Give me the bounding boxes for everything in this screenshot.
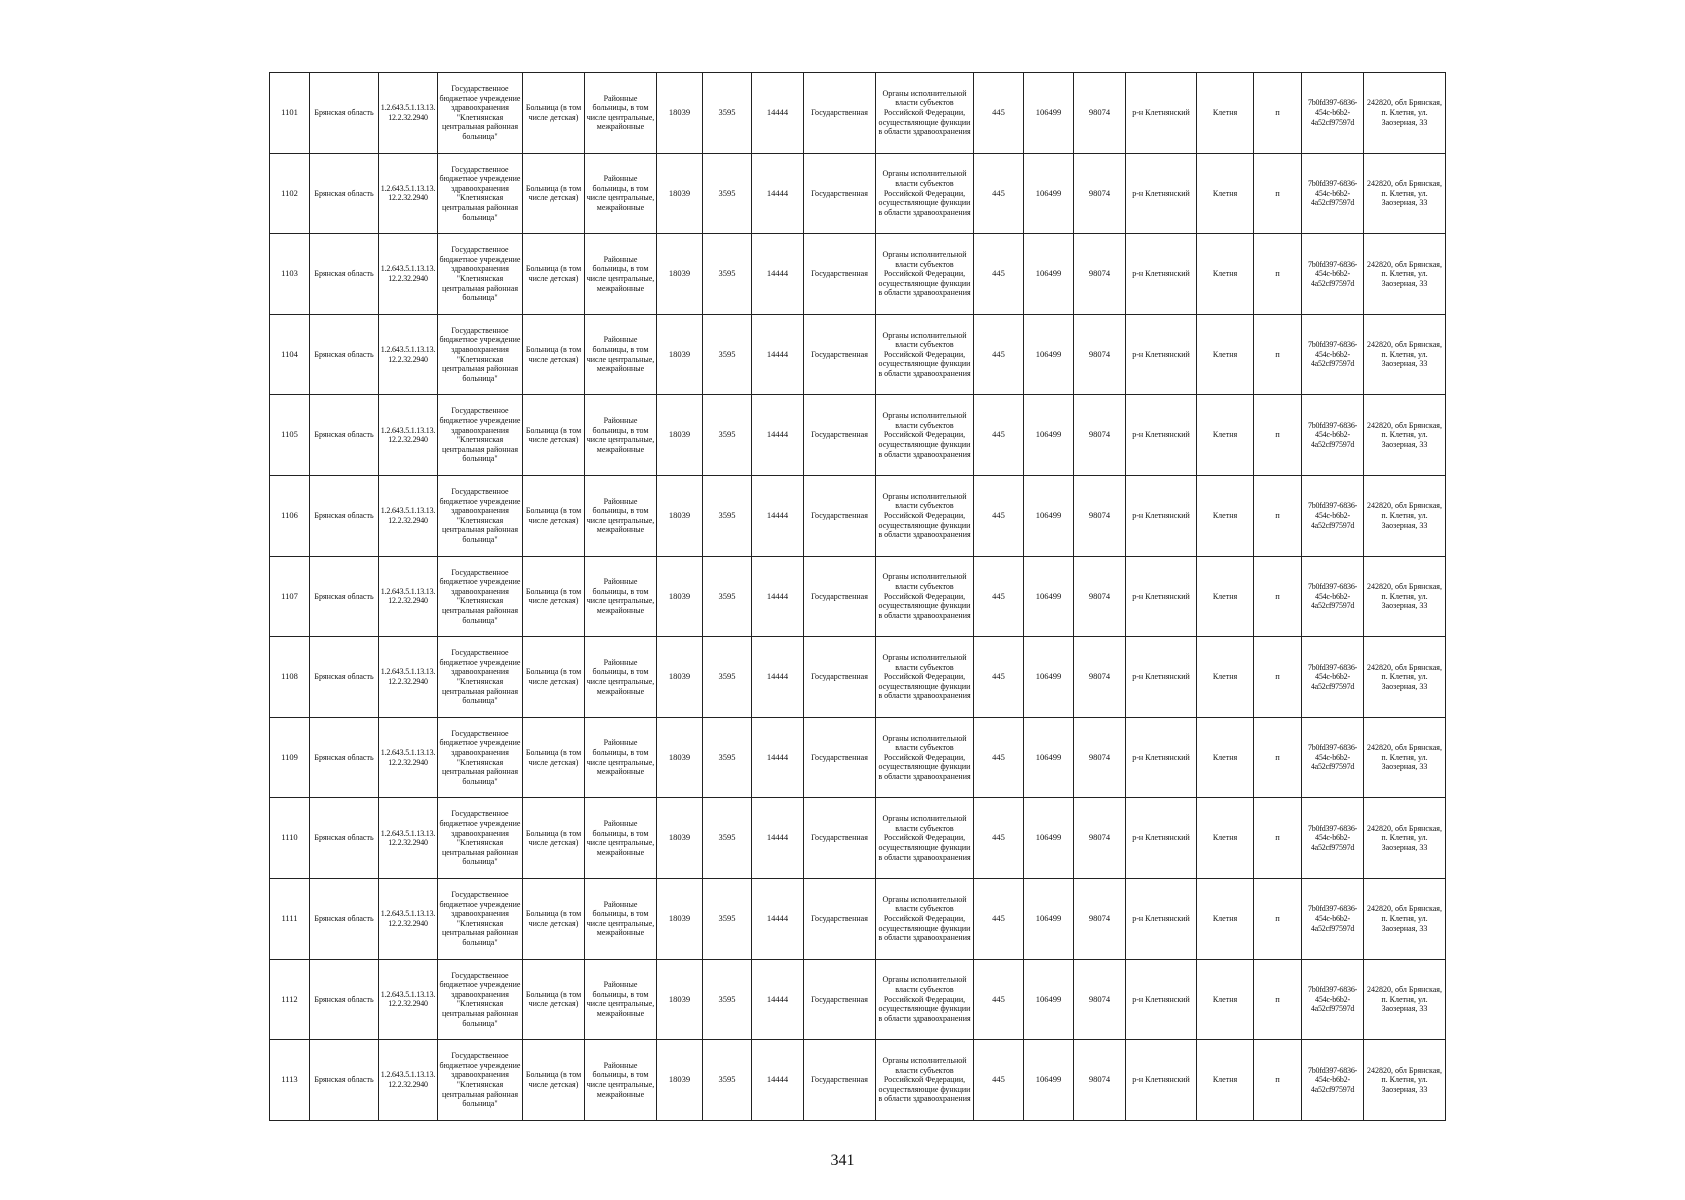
cell-full-name: Государственное бюджетное учреждение здравоохранения "Клетнянская центральная районная больница" [438,395,523,476]
cell-c6: 98074 [1074,153,1126,234]
cell-ownership: Государственная [804,73,876,154]
cell-region: Брянская область [310,717,379,798]
cell-address: 242820, обл Брянская, п. Клетня, ул. Заозерная, 33 [1364,395,1446,476]
cell-c1: 18039 [657,959,703,1040]
cell-authority: Органы исполнительной власти субъектов Российской Федерации, осуществляющие функции в области здравоохранения [876,234,974,315]
cell-district: р-н Клетнянский [1126,878,1197,959]
cell-c3: 14444 [752,959,804,1040]
cell-id: 1112 [270,959,310,1040]
cell-org-type: Больница (в том числе детская) [523,234,585,315]
cell-guid: 7b0fd397-6836-454c-b6b2-4a52cf97597d [1302,475,1364,556]
cell-settlement-type: п [1254,314,1302,395]
cell-full-name: Государственное бюджетное учреждение здравоохранения "Клетнянская центральная районная больница" [438,798,523,879]
cell-ownership: Государственная [804,959,876,1040]
cell-region: Брянская область [310,1040,379,1121]
cell-c5: 106499 [1024,73,1074,154]
cell-c2: 3595 [703,637,752,718]
cell-c3: 14444 [752,878,804,959]
cell-region: Брянская область [310,878,379,959]
cell-c6: 98074 [1074,475,1126,556]
cell-guid: 7b0fd397-6836-454c-b6b2-4a52cf97597d [1302,637,1364,718]
cell-c4: 445 [974,153,1024,234]
cell-id: 1109 [270,717,310,798]
cell-full-name: Государственное бюджетное учреждение здравоохранения "Клетнянская центральная районная больница" [438,959,523,1040]
page-number: 341 [830,1152,855,1169]
cell-settlement: Клетня [1197,314,1254,395]
table-row [270,717,1446,798]
cell-category: Районные больницы, в том числе центральные, межрайонные [585,475,657,556]
cell-c2: 3595 [703,1040,752,1121]
cell-c6: 98074 [1074,314,1126,395]
cell-c3: 14444 [752,153,804,234]
cell-c4: 445 [974,556,1024,637]
cell-org-type: Больница (в том числе детская) [523,73,585,154]
cell-district: р-н Клетнянский [1126,798,1197,879]
cell-category: Районные больницы, в том числе центральные, межрайонные [585,234,657,315]
cell-org-type: Больница (в том числе детская) [523,153,585,234]
cell-address: 242820, обл Брянская, п. Клетня, ул. Заозерная, 33 [1364,556,1446,637]
cell-address: 242820, обл Брянская, п. Клетня, ул. Заозерная, 33 [1364,314,1446,395]
cell-guid: 7b0fd397-6836-454c-b6b2-4a52cf97597d [1302,73,1364,154]
cell-c4: 445 [974,717,1024,798]
cell-ownership: Государственная [804,1040,876,1121]
cell-address: 242820, обл Брянская, п. Клетня, ул. Заозерная, 33 [1364,475,1446,556]
cell-c6: 98074 [1074,234,1126,315]
cell-district: р-н Клетнянский [1126,1040,1197,1121]
cell-ownership: Государственная [804,878,876,959]
cell-authority: Органы исполнительной власти субъектов Российской Федерации, осуществляющие функции в области здравоохранения [876,959,974,1040]
cell-authority: Органы исполнительной власти субъектов Российской Федерации, осуществляющие функции в области здравоохранения [876,878,974,959]
cell-org-type: Больница (в том числе детская) [523,395,585,476]
cell-full-name: Государственное бюджетное учреждение здравоохранения "Клетнянская центральная районная больница" [438,637,523,718]
cell-authority: Органы исполнительной власти субъектов Российской Федерации, осуществляющие функции в области здравоохранения [876,637,974,718]
cell-c3: 14444 [752,395,804,476]
cell-district: р-н Клетнянский [1126,153,1197,234]
cell-c1: 18039 [657,314,703,395]
cell-address: 242820, обл Брянская, п. Клетня, ул. Заозерная, 33 [1364,1040,1446,1121]
cell-guid: 7b0fd397-6836-454c-b6b2-4a52cf97597d [1302,878,1364,959]
cell-settlement: Клетня [1197,556,1254,637]
cell-oid: 1.2.643.5.1.13.13.12.2.32.2940 [379,637,438,718]
cell-c2: 3595 [703,717,752,798]
cell-c1: 18039 [657,73,703,154]
cell-id: 1113 [270,1040,310,1121]
cell-c5: 106499 [1024,475,1074,556]
cell-full-name: Государственное бюджетное учреждение здравоохранения "Клетнянская центральная районная больница" [438,556,523,637]
cell-settlement: Клетня [1197,878,1254,959]
cell-c3: 14444 [752,1040,804,1121]
cell-settlement: Клетня [1197,637,1254,718]
cell-ownership: Государственная [804,556,876,637]
cell-c6: 98074 [1074,878,1126,959]
cell-c1: 18039 [657,798,703,879]
cell-id: 1103 [270,234,310,315]
cell-c1: 18039 [657,717,703,798]
cell-c5: 106499 [1024,556,1074,637]
table-row [270,314,1446,395]
cell-c4: 445 [974,878,1024,959]
cell-full-name: Государственное бюджетное учреждение здравоохранения "Клетнянская центральная районная больница" [438,717,523,798]
cell-c1: 18039 [657,153,703,234]
cell-authority: Органы исполнительной власти субъектов Российской Федерации, осуществляющие функции в области здравоохранения [876,556,974,637]
cell-oid: 1.2.643.5.1.13.13.12.2.32.2940 [379,1040,438,1121]
cell-id: 1101 [270,73,310,154]
cell-ownership: Государственная [804,798,876,879]
cell-guid: 7b0fd397-6836-454c-b6b2-4a52cf97597d [1302,717,1364,798]
cell-address: 242820, обл Брянская, п. Клетня, ул. Заозерная, 33 [1364,637,1446,718]
cell-c3: 14444 [752,475,804,556]
cell-c2: 3595 [703,556,752,637]
cell-district: р-н Клетнянский [1126,556,1197,637]
cell-full-name: Государственное бюджетное учреждение здравоохранения "Клетнянская центральная районная больница" [438,153,523,234]
cell-guid: 7b0fd397-6836-454c-b6b2-4a52cf97597d [1302,153,1364,234]
cell-full-name: Государственное бюджетное учреждение здравоохранения "Клетнянская центральная районная больница" [438,1040,523,1121]
cell-authority: Органы исполнительной власти субъектов Российской Федерации, осуществляющие функции в области здравоохранения [876,798,974,879]
cell-settlement-type: п [1254,395,1302,476]
cell-c3: 14444 [752,798,804,879]
table-row [270,73,1446,154]
cell-c5: 106499 [1024,798,1074,879]
cell-category: Районные больницы, в том числе центральные, межрайонные [585,556,657,637]
cell-region: Брянская область [310,798,379,879]
registry-table [269,72,1446,1121]
cell-c4: 445 [974,234,1024,315]
cell-id: 1106 [270,475,310,556]
cell-district: р-н Клетнянский [1126,637,1197,718]
cell-c5: 106499 [1024,395,1074,476]
cell-c3: 14444 [752,314,804,395]
cell-c4: 445 [974,637,1024,718]
cell-c2: 3595 [703,314,752,395]
cell-region: Брянская область [310,556,379,637]
cell-c4: 445 [974,475,1024,556]
cell-c1: 18039 [657,878,703,959]
cell-full-name: Государственное бюджетное учреждение здравоохранения "Клетнянская центральная районная больница" [438,73,523,154]
cell-guid: 7b0fd397-6836-454c-b6b2-4a52cf97597d [1302,798,1364,879]
cell-c2: 3595 [703,475,752,556]
cell-full-name: Государственное бюджетное учреждение здравоохранения "Клетнянская центральная районная больница" [438,314,523,395]
cell-ownership: Государственная [804,637,876,718]
cell-oid: 1.2.643.5.1.13.13.12.2.32.2940 [379,475,438,556]
cell-org-type: Больница (в том числе детская) [523,556,585,637]
registry-table-body [270,73,1446,1121]
cell-region: Брянская область [310,959,379,1040]
cell-category: Районные больницы, в том числе центральные, межрайонные [585,153,657,234]
cell-settlement-type: п [1254,1040,1302,1121]
table-row [270,959,1446,1040]
table-row [270,1040,1446,1121]
cell-settlement: Клетня [1197,959,1254,1040]
cell-c2: 3595 [703,395,752,476]
cell-region: Брянская область [310,153,379,234]
table-row [270,395,1446,476]
cell-authority: Органы исполнительной власти субъектов Российской Федерации, осуществляющие функции в области здравоохранения [876,717,974,798]
cell-id: 1108 [270,637,310,718]
cell-c6: 98074 [1074,798,1126,879]
cell-authority: Органы исполнительной власти субъектов Российской Федерации, осуществляющие функции в области здравоохранения [876,1040,974,1121]
cell-oid: 1.2.643.5.1.13.13.12.2.32.2940 [379,556,438,637]
cell-guid: 7b0fd397-6836-454c-b6b2-4a52cf97597d [1302,234,1364,315]
cell-full-name: Государственное бюджетное учреждение здравоохранения "Клетнянская центральная районная больница" [438,475,523,556]
cell-settlement-type: п [1254,717,1302,798]
cell-category: Районные больницы, в том числе центральные, межрайонные [585,798,657,879]
cell-address: 242820, обл Брянская, п. Клетня, ул. Заозерная, 33 [1364,73,1446,154]
cell-category: Районные больницы, в том числе центральные, межрайонные [585,73,657,154]
cell-settlement-type: п [1254,878,1302,959]
cell-oid: 1.2.643.5.1.13.13.12.2.32.2940 [379,959,438,1040]
cell-guid: 7b0fd397-6836-454c-b6b2-4a52cf97597d [1302,314,1364,395]
cell-district: р-н Клетнянский [1126,234,1197,315]
cell-settlement: Клетня [1197,1040,1254,1121]
cell-c4: 445 [974,314,1024,395]
cell-c5: 106499 [1024,637,1074,718]
cell-category: Районные больницы, в том числе центральные, межрайонные [585,959,657,1040]
cell-settlement-type: п [1254,73,1302,154]
cell-settlement-type: п [1254,959,1302,1040]
cell-c3: 14444 [752,637,804,718]
cell-full-name: Государственное бюджетное учреждение здравоохранения "Клетнянская центральная районная больница" [438,234,523,315]
cell-c1: 18039 [657,395,703,476]
cell-c1: 18039 [657,1040,703,1121]
cell-category: Районные больницы, в том числе центральные, межрайонные [585,314,657,395]
cell-c2: 3595 [703,878,752,959]
cell-org-type: Больница (в том числе детская) [523,475,585,556]
cell-oid: 1.2.643.5.1.13.13.12.2.32.2940 [379,717,438,798]
table-row [270,153,1446,234]
cell-settlement-type: п [1254,153,1302,234]
document-sheet [269,72,1445,1121]
cell-c3: 14444 [752,556,804,637]
cell-oid: 1.2.643.5.1.13.13.12.2.32.2940 [379,395,438,476]
cell-id: 1110 [270,798,310,879]
cell-c4: 445 [974,1040,1024,1121]
cell-c4: 445 [974,798,1024,879]
cell-c2: 3595 [703,153,752,234]
cell-c1: 18039 [657,234,703,315]
cell-id: 1104 [270,314,310,395]
cell-c5: 106499 [1024,314,1074,395]
table-row [270,234,1446,315]
cell-c2: 3595 [703,798,752,879]
cell-c1: 18039 [657,556,703,637]
cell-oid: 1.2.643.5.1.13.13.12.2.32.2940 [379,314,438,395]
cell-c5: 106499 [1024,153,1074,234]
cell-authority: Органы исполнительной власти субъектов Российской Федерации, осуществляющие функции в области здравоохранения [876,395,974,476]
cell-org-type: Больница (в том числе детская) [523,717,585,798]
table-row [270,798,1446,879]
cell-c5: 106499 [1024,878,1074,959]
cell-settlement: Клетня [1197,234,1254,315]
cell-ownership: Государственная [804,234,876,315]
cell-c5: 106499 [1024,959,1074,1040]
cell-settlement: Клетня [1197,798,1254,879]
cell-address: 242820, обл Брянская, п. Клетня, ул. Заозерная, 33 [1364,234,1446,315]
cell-authority: Органы исполнительной власти субъектов Российской Федерации, осуществляющие функции в области здравоохранения [876,314,974,395]
cell-authority: Органы исполнительной власти субъектов Российской Федерации, осуществляющие функции в области здравоохранения [876,73,974,154]
cell-region: Брянская область [310,475,379,556]
table-row [270,637,1446,718]
cell-authority: Органы исполнительной власти субъектов Российской Федерации, осуществляющие функции в области здравоохранения [876,153,974,234]
cell-guid: 7b0fd397-6836-454c-b6b2-4a52cf97597d [1302,556,1364,637]
cell-c4: 445 [974,395,1024,476]
cell-oid: 1.2.643.5.1.13.13.12.2.32.2940 [379,878,438,959]
cell-address: 242820, обл Брянская, п. Клетня, ул. Заозерная, 33 [1364,878,1446,959]
cell-c6: 98074 [1074,717,1126,798]
cell-ownership: Государственная [804,717,876,798]
cell-id: 1111 [270,878,310,959]
cell-settlement-type: п [1254,798,1302,879]
cell-c4: 445 [974,73,1024,154]
cell-c3: 14444 [752,234,804,315]
cell-guid: 7b0fd397-6836-454c-b6b2-4a52cf97597d [1302,395,1364,476]
cell-ownership: Государственная [804,475,876,556]
cell-category: Районные больницы, в том числе центральные, межрайонные [585,878,657,959]
cell-settlement-type: п [1254,475,1302,556]
cell-ownership: Государственная [804,395,876,476]
cell-c2: 3595 [703,234,752,315]
cell-settlement: Клетня [1197,717,1254,798]
cell-id: 1102 [270,153,310,234]
cell-c6: 98074 [1074,395,1126,476]
cell-category: Районные больницы, в том числе центральные, межрайонные [585,717,657,798]
cell-settlement-type: п [1254,556,1302,637]
cell-region: Брянская область [310,314,379,395]
cell-district: р-н Клетнянский [1126,314,1197,395]
cell-c6: 98074 [1074,1040,1126,1121]
cell-c5: 106499 [1024,234,1074,315]
cell-id: 1105 [270,395,310,476]
cell-c1: 18039 [657,475,703,556]
cell-org-type: Больница (в том числе детская) [523,798,585,879]
cell-address: 242820, обл Брянская, п. Клетня, ул. Заозерная, 33 [1364,798,1446,879]
cell-settlement: Клетня [1197,73,1254,154]
cell-guid: 7b0fd397-6836-454c-b6b2-4a52cf97597d [1302,1040,1364,1121]
cell-settlement: Клетня [1197,475,1254,556]
cell-region: Брянская область [310,234,379,315]
cell-c1: 18039 [657,637,703,718]
cell-org-type: Больница (в том числе детская) [523,959,585,1040]
cell-district: р-н Клетнянский [1126,395,1197,476]
cell-authority: Органы исполнительной власти субъектов Российской Федерации, осуществляющие функции в области здравоохранения [876,475,974,556]
cell-oid: 1.2.643.5.1.13.13.12.2.32.2940 [379,153,438,234]
cell-region: Брянская область [310,73,379,154]
cell-region: Брянская область [310,395,379,476]
cell-address: 242820, обл Брянская, п. Клетня, ул. Заозерная, 33 [1364,959,1446,1040]
cell-c2: 3595 [703,959,752,1040]
table-row [270,475,1446,556]
cell-district: р-н Клетнянский [1126,475,1197,556]
cell-c3: 14444 [752,717,804,798]
cell-c6: 98074 [1074,556,1126,637]
cell-oid: 1.2.643.5.1.13.13.12.2.32.2940 [379,798,438,879]
cell-org-type: Больница (в том числе детская) [523,878,585,959]
cell-org-type: Больница (в том числе детская) [523,1040,585,1121]
table-row [270,878,1446,959]
cell-settlement-type: п [1254,637,1302,718]
cell-id: 1107 [270,556,310,637]
cell-category: Районные больницы, в том числе центральные, межрайонные [585,395,657,476]
cell-region: Брянская область [310,637,379,718]
cell-org-type: Больница (в том числе детская) [523,314,585,395]
table-row [270,556,1446,637]
cell-district: р-н Клетнянский [1126,959,1197,1040]
cell-full-name: Государственное бюджетное учреждение здравоохранения "Клетнянская центральная районная больница" [438,878,523,959]
cell-district: р-н Клетнянский [1126,717,1197,798]
cell-oid: 1.2.643.5.1.13.13.12.2.32.2940 [379,73,438,154]
cell-ownership: Государственная [804,153,876,234]
cell-address: 242820, обл Брянская, п. Клетня, ул. Заозерная, 33 [1364,153,1446,234]
cell-c4: 445 [974,959,1024,1040]
cell-settlement: Клетня [1197,153,1254,234]
cell-guid: 7b0fd397-6836-454c-b6b2-4a52cf97597d [1302,959,1364,1040]
cell-c6: 98074 [1074,637,1126,718]
cell-c5: 106499 [1024,1040,1074,1121]
cell-ownership: Государственная [804,314,876,395]
cell-c6: 98074 [1074,959,1126,1040]
cell-category: Районные больницы, в том числе центральные, межрайонные [585,637,657,718]
cell-c2: 3595 [703,73,752,154]
cell-oid: 1.2.643.5.1.13.13.12.2.32.2940 [379,234,438,315]
cell-address: 242820, обл Брянская, п. Клетня, ул. Заозерная, 33 [1364,717,1446,798]
cell-c3: 14444 [752,73,804,154]
cell-c5: 106499 [1024,717,1074,798]
cell-district: р-н Клетнянский [1126,73,1197,154]
cell-category: Районные больницы, в том числе центральные, межрайонные [585,1040,657,1121]
cell-settlement-type: п [1254,234,1302,315]
cell-c6: 98074 [1074,73,1126,154]
cell-org-type: Больница (в том числе детская) [523,637,585,718]
cell-settlement: Клетня [1197,395,1254,476]
